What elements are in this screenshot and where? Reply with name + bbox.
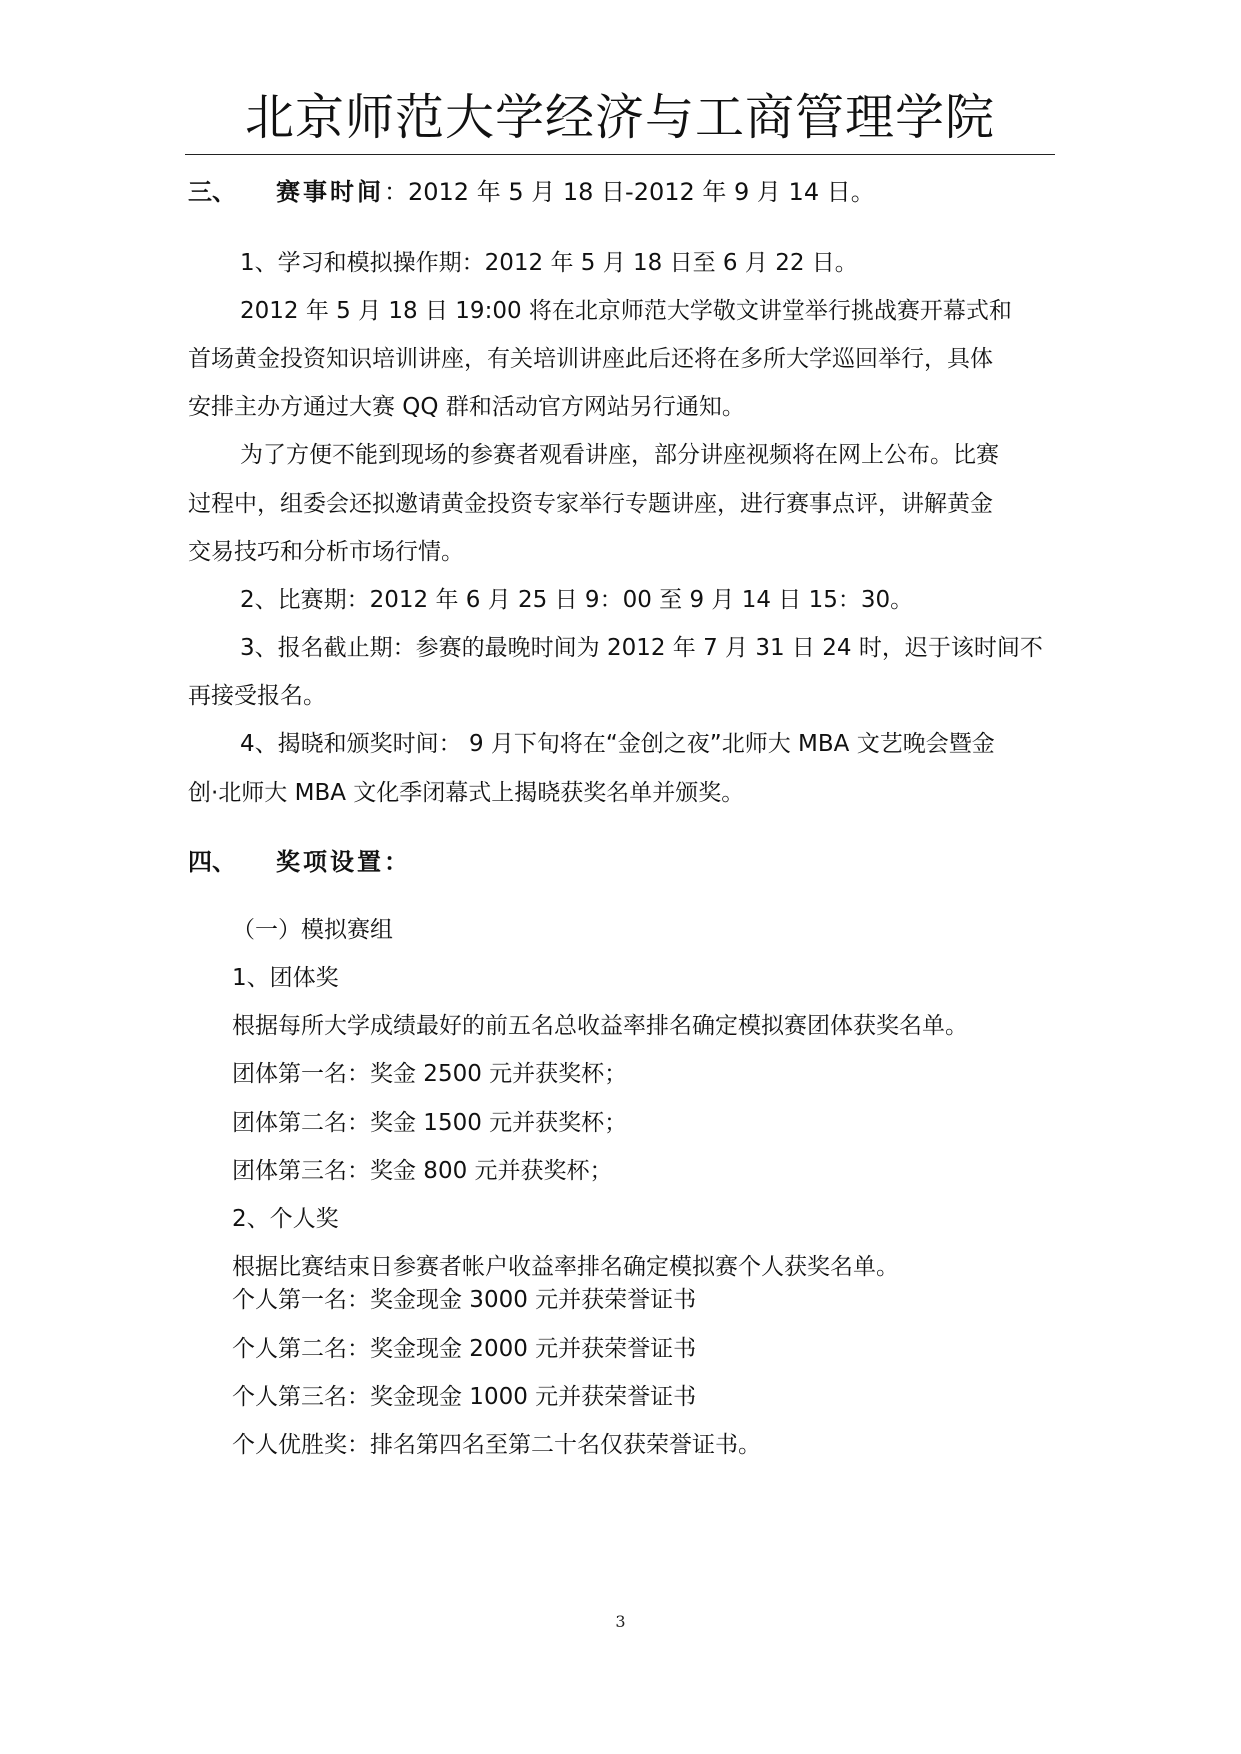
award-item: 个人第二名：奖金现金 2000 元并获荣誉证书 <box>232 1336 697 1362</box>
page-number: 3 <box>615 1612 626 1631</box>
paragraph-line: 安排主办方通过大赛 QQ 群和活动官方网站另行通知。 <box>188 394 745 420</box>
award-item: 个人第三名：奖金现金 1000 元并获荣誉证书 <box>232 1384 697 1410</box>
section-4-number: 四、 <box>188 848 236 876</box>
paragraph-line: 根据比赛结束日参赛者帐户收益率排名确定模拟赛个人获奖名单。 <box>232 1254 899 1280</box>
section-4-title: 奖项设置： <box>276 848 411 876</box>
section-3-number: 三、 <box>188 178 236 206</box>
award-item: 团体第一名：奖金 2500 元并获奖杯； <box>232 1061 628 1087</box>
award-item: 团体第三名：奖金 800 元并获奖杯； <box>232 1158 613 1184</box>
subsection-heading: （一）模拟赛组 <box>232 917 393 943</box>
award-item: 个人第一名：奖金现金 3000 元并获荣誉证书 <box>232 1287 697 1313</box>
award-item: 团体第二名：奖金 1500 元并获奖杯； <box>232 1110 628 1136</box>
paragraph-line: 过程中，组委会还拟邀请黄金投资专家举行专题讲座，进行赛事点评，讲解黄金 <box>188 491 993 517</box>
section-4-heading <box>188 846 411 878</box>
paragraph-line: 3、报名截止期：参赛的最晚时间为 2012 年 7 月 31 日 24 时，迟于该时间不 <box>240 635 1043 661</box>
award-category: 1、团体奖 <box>232 965 339 991</box>
paragraph-line: 为了方便不能到现场的参赛者观看讲座，部分讲座视频将在网上公布。比赛 <box>240 442 999 468</box>
paragraph-line: 首场黄金投资知识培训讲座，有关培训讲座此后还将在多所大学巡回举行，具体 <box>188 346 993 372</box>
award-item: 个人优胜奖：排名第四名至第二十名仅获荣誉证书。 <box>232 1432 761 1458</box>
award-category: 2、个人奖 <box>232 1206 339 1232</box>
paragraph-line: 2012 年 5 月 18 日 19:00 将在北京师范大学敬文讲堂举行挑战赛开幕式和 <box>240 298 1012 324</box>
section-3-heading <box>188 176 875 208</box>
paragraph-line: 创·北师大 MBA 文化季闭幕式上揭晓获奖名单并颁奖。 <box>188 780 745 806</box>
section-3-title: 赛事时间 <box>276 178 384 206</box>
header-divider <box>185 154 1055 155</box>
paragraph-line: 4、揭晓和颁奖时间： 9 月下旬将在“金创之夜”北师大 MBA 文艺晚会暨金 <box>240 731 995 757</box>
paragraph-line: 交易技巧和分析市场行情。 <box>188 539 464 565</box>
paragraph-line: 根据每所大学成绩最好的前五名总收益率排名确定模拟赛团体获奖名单。 <box>232 1013 968 1039</box>
section-3-dates: ：2012 年 5 月 18 日-2012 年 9 月 14 日。 <box>384 178 875 206</box>
page-header-title: 北京师范大学经济与工商管理学院 <box>244 89 995 146</box>
paragraph-line: 再接受报名。 <box>188 683 326 709</box>
paragraph-line: 1、学习和模拟操作期：2012 年 5 月 18 日至 6 月 22 日。 <box>240 250 858 276</box>
paragraph-line: 2、比赛期：2012 年 6 月 25 日 9：00 至 9 月 14 日 15：30。 <box>240 587 914 613</box>
